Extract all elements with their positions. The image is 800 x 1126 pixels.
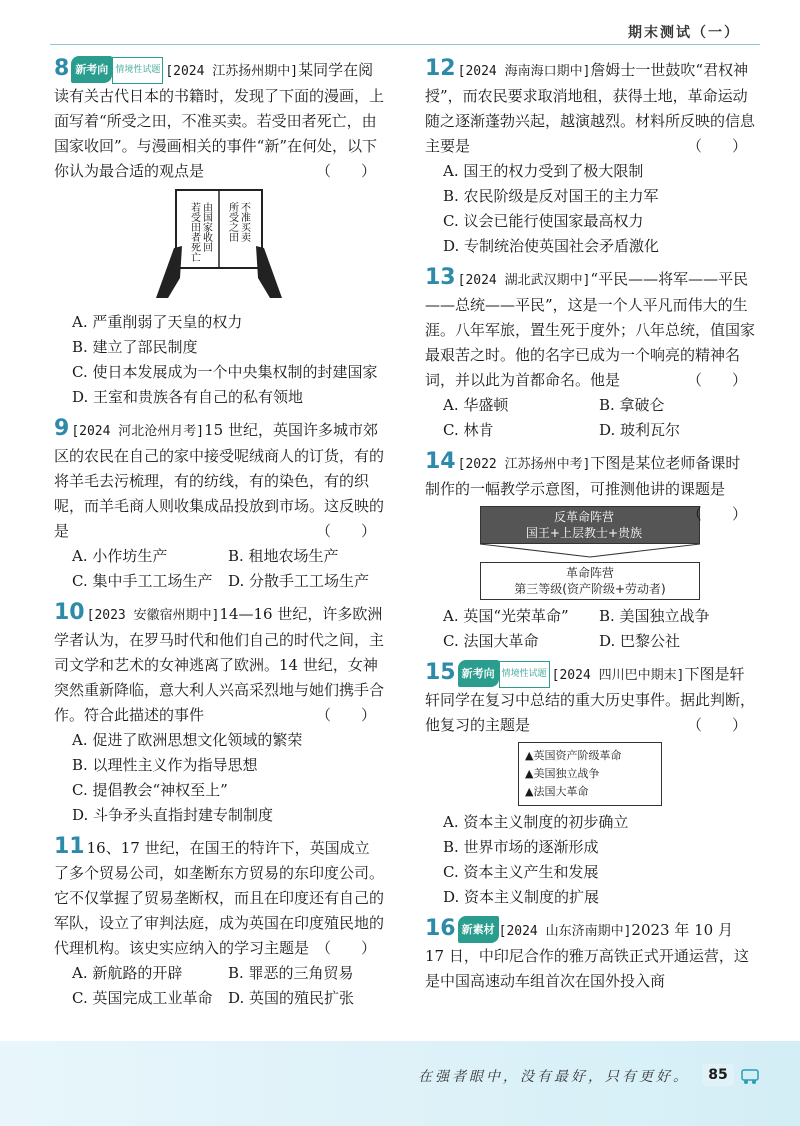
option-c[interactable]: C. 资本主义产生和发展 (443, 863, 599, 881)
page-header-title: 期末测试（一） (628, 25, 740, 41)
option-c[interactable]: C. 法国大革命 (443, 632, 539, 650)
source-tag: [2024 江苏扬州期中] (165, 64, 299, 79)
option-d[interactable]: D. 分散手工工场生产 (228, 572, 370, 590)
question-text: 15 世纪，英国许多城市郊区的农民在自己的家中接受呢绒商人的订货，有的将羊毛去污梳理，有的纺线，有的染色，有的织呢，而羊毛商人则收集成品投放到市场。这反映的是 (54, 421, 385, 540)
question-15 (425, 660, 755, 910)
option-d[interactable]: D. 专制统治使英国社会矛盾激化 (443, 237, 660, 255)
answer-blank: （ ） (686, 371, 747, 389)
answer-blank: （ ） (315, 162, 376, 180)
option-d[interactable]: D. 斗争矛头直指封建专制制度 (72, 806, 274, 824)
badge-subtitle: 情境性试题 (112, 57, 163, 84)
question-number: 9 (54, 416, 70, 441)
option-a[interactable]: A. 英国“光荣革命” (443, 607, 569, 625)
option-c[interactable]: C. 议会已能行使国家最高权力 (443, 212, 644, 230)
option-a[interactable]: A. 华盛顿 (443, 396, 509, 414)
question-text: 下图是某位老师备课时制作的一幅教学示意图，可推测他讲的课题是 (425, 454, 741, 498)
box-title: 革命阵营 (565, 566, 614, 580)
event-item: ▲英国资产阶级革命 (525, 749, 622, 762)
option-b[interactable]: B. 罪恶的三角贸易 (228, 964, 354, 982)
option-d[interactable]: D. 巴黎公社 (599, 632, 681, 650)
box-body: 第三等级(资产阶级+劳动者) (514, 582, 666, 596)
option-a[interactable]: A. 小作坊生产 (72, 547, 168, 565)
question-text: “平民——将军——平民——总统——平民”，这是一个人平凡而伟大的生涯。八年军旅，置生死于度外；八年总统，值国家最艰苦之时。他的名字已成为一个响亮的精神名词，并以此为首都命名。他是 (425, 270, 756, 389)
question-number: 12 (425, 56, 456, 81)
new-trend-badge: 新考向 (458, 660, 499, 687)
option-c[interactable]: C. 英国完成工业革命 (72, 989, 213, 1007)
option-a[interactable]: A. 新航路的开辟 (72, 964, 183, 982)
option-a[interactable]: A. 严重削弱了天皇的权力 (72, 313, 243, 331)
right-column (425, 56, 755, 1000)
source-tag: [2024 山东济南期中] (498, 924, 632, 939)
option-d[interactable]: D. 英国的殖民扩张 (228, 989, 355, 1007)
option-c[interactable]: C. 林肯 (443, 421, 494, 439)
source-tag: [2023 安徽宿州期中] (86, 608, 220, 623)
question-number: 10 (54, 600, 85, 625)
question-12 (425, 56, 755, 259)
camp-diagram (480, 506, 700, 600)
new-material-badge: 新素材 (458, 916, 499, 943)
page-number: 85 (702, 1064, 734, 1086)
event-item: ▲法国大革命 (525, 785, 589, 798)
svg-text:不准买卖: 不准买卖 (238, 202, 250, 242)
option-b[interactable]: B. 世界市场的逐渐形成 (443, 838, 599, 856)
question-number: 15 (425, 660, 456, 685)
question-14 (425, 449, 755, 654)
left-column (54, 56, 384, 1017)
source-tag: [2024 海南海口期中] (457, 64, 591, 79)
option-a[interactable]: A. 国王的权力受到了极大限制 (443, 162, 644, 180)
question-text: 14—16 世纪，许多欧洲学者认为，在罗马时代和他们自己的时代之间，主司文学和艺术的女神逃离了欧洲。14 世纪，女神突然重新降临，意大利人兴高采烈地与她们携手合作。符合此描述的事件 (54, 605, 385, 724)
option-a[interactable]: A. 促进了欧洲思想文化领域的繁荣 (72, 731, 303, 749)
arrow-icon (480, 544, 700, 558)
option-b[interactable]: B. 拿破仑 (599, 396, 665, 414)
option-d[interactable]: D. 资本主义制度的扩展 (443, 888, 600, 906)
answer-blank: （ ） (315, 939, 376, 957)
question-16 (425, 916, 755, 994)
option-b[interactable]: B. 农民阶级是反对国王的主力军 (443, 187, 659, 205)
source-tag: [2022 江苏扬州中考] (457, 457, 591, 472)
question-text: 16、17 世纪，在国王的特许下，英国成立了多个贸易公司，如垄断东方贸易的东印度公司。它不仅掌握了贸易垄断权，而且在印度还有自己的军队，设立了审判法庭，成为英国在印度殖民地的代理机构。该史实应纳入的学习主题是 (54, 839, 385, 957)
option-c[interactable]: C. 使日本发展成为一个中央集权制的封建国家 (72, 363, 378, 381)
option-a[interactable]: A. 资本主义制度的初步确立 (443, 813, 629, 831)
svg-text:若受田者死亡: 若受田者死亡 (188, 202, 200, 262)
header-divider (50, 44, 760, 45)
answer-blank: （ ） (686, 716, 747, 734)
option-b[interactable]: B. 建立了部民制度 (72, 338, 198, 356)
box-title: 反革命阵营 (553, 510, 614, 524)
manga-illustration (54, 188, 384, 306)
option-b[interactable]: B. 美国独立战争 (599, 607, 710, 625)
answer-blank: （ ） (315, 706, 376, 724)
svg-text:所受之田: 所受之田 (226, 202, 238, 242)
new-trend-badge: 新考向 (71, 56, 112, 83)
badge-subtitle: 情境性试题 (499, 661, 550, 688)
source-tag: [2024 湖北武汉期中] (457, 273, 591, 288)
answer-blank: （ ） (686, 505, 747, 523)
answer-blank: （ ） (686, 137, 747, 155)
option-b[interactable]: B. 以理性主义作为指导思想 (72, 756, 258, 774)
option-c[interactable]: C. 集中手工工场生产 (72, 572, 213, 590)
question-number: 16 (425, 916, 456, 941)
option-b[interactable]: B. 租地农场生产 (228, 547, 339, 565)
option-d[interactable]: D. 玻利瓦尔 (599, 421, 681, 439)
counter-revolution-box (480, 506, 700, 544)
events-box (518, 742, 662, 806)
svg-text:由国家收回: 由国家收回 (200, 202, 212, 252)
question-number: 11 (54, 834, 85, 859)
question-text: 詹姆士一世鼓吹“君权神授”，而农民要求取消地租，获得土地，革命运动随之逐渐蓬勃兴起，越演越烈。材料所反映的信息主要是 (425, 61, 756, 155)
source-tag: [2024 四川巴中期末] (551, 668, 685, 683)
option-c[interactable]: C. 提倡教会“神权至上” (72, 781, 228, 799)
question-10 (54, 600, 384, 828)
question-number: 8 (54, 56, 70, 81)
cart-icon (740, 1064, 760, 1086)
question-text: 某同学在阅读有关古代日本的书籍时，发现了下面的漫画，上面写着“所受之田，不准买卖。若受田者死亡，由国家收回”。与漫画相关的事件“新”在何处，以下你认为最合适的观点是 (54, 61, 385, 180)
question-8 (54, 56, 384, 410)
footer-motto: 在强者眼中，没有最好，只有更好。 (418, 1069, 690, 1085)
question-13 (425, 265, 755, 443)
question-text: 2023 年 10 月 17 日，中印尼合作的雅万高铁正式开通运营，这是中国高速动车组首次在国外投入商 (425, 921, 749, 990)
question-9 (54, 416, 384, 594)
question-number: 13 (425, 265, 456, 290)
answer-blank: （ ） (315, 522, 376, 540)
question-number: 14 (425, 449, 456, 474)
question-11 (54, 834, 384, 1011)
revolution-box (480, 562, 700, 600)
source-tag: [2024 河北沧州月考] (71, 424, 205, 439)
box-body: 国王+上层教士+贵族 (525, 526, 643, 540)
event-item: ▲美国独立战争 (525, 767, 600, 780)
option-d[interactable]: D. 王室和贵族各有自己的私有领地 (72, 388, 304, 406)
question-text: 下图是轩轩同学在复习中总结的重大历史事件。据此判断，他复习的主题是 (425, 665, 756, 734)
